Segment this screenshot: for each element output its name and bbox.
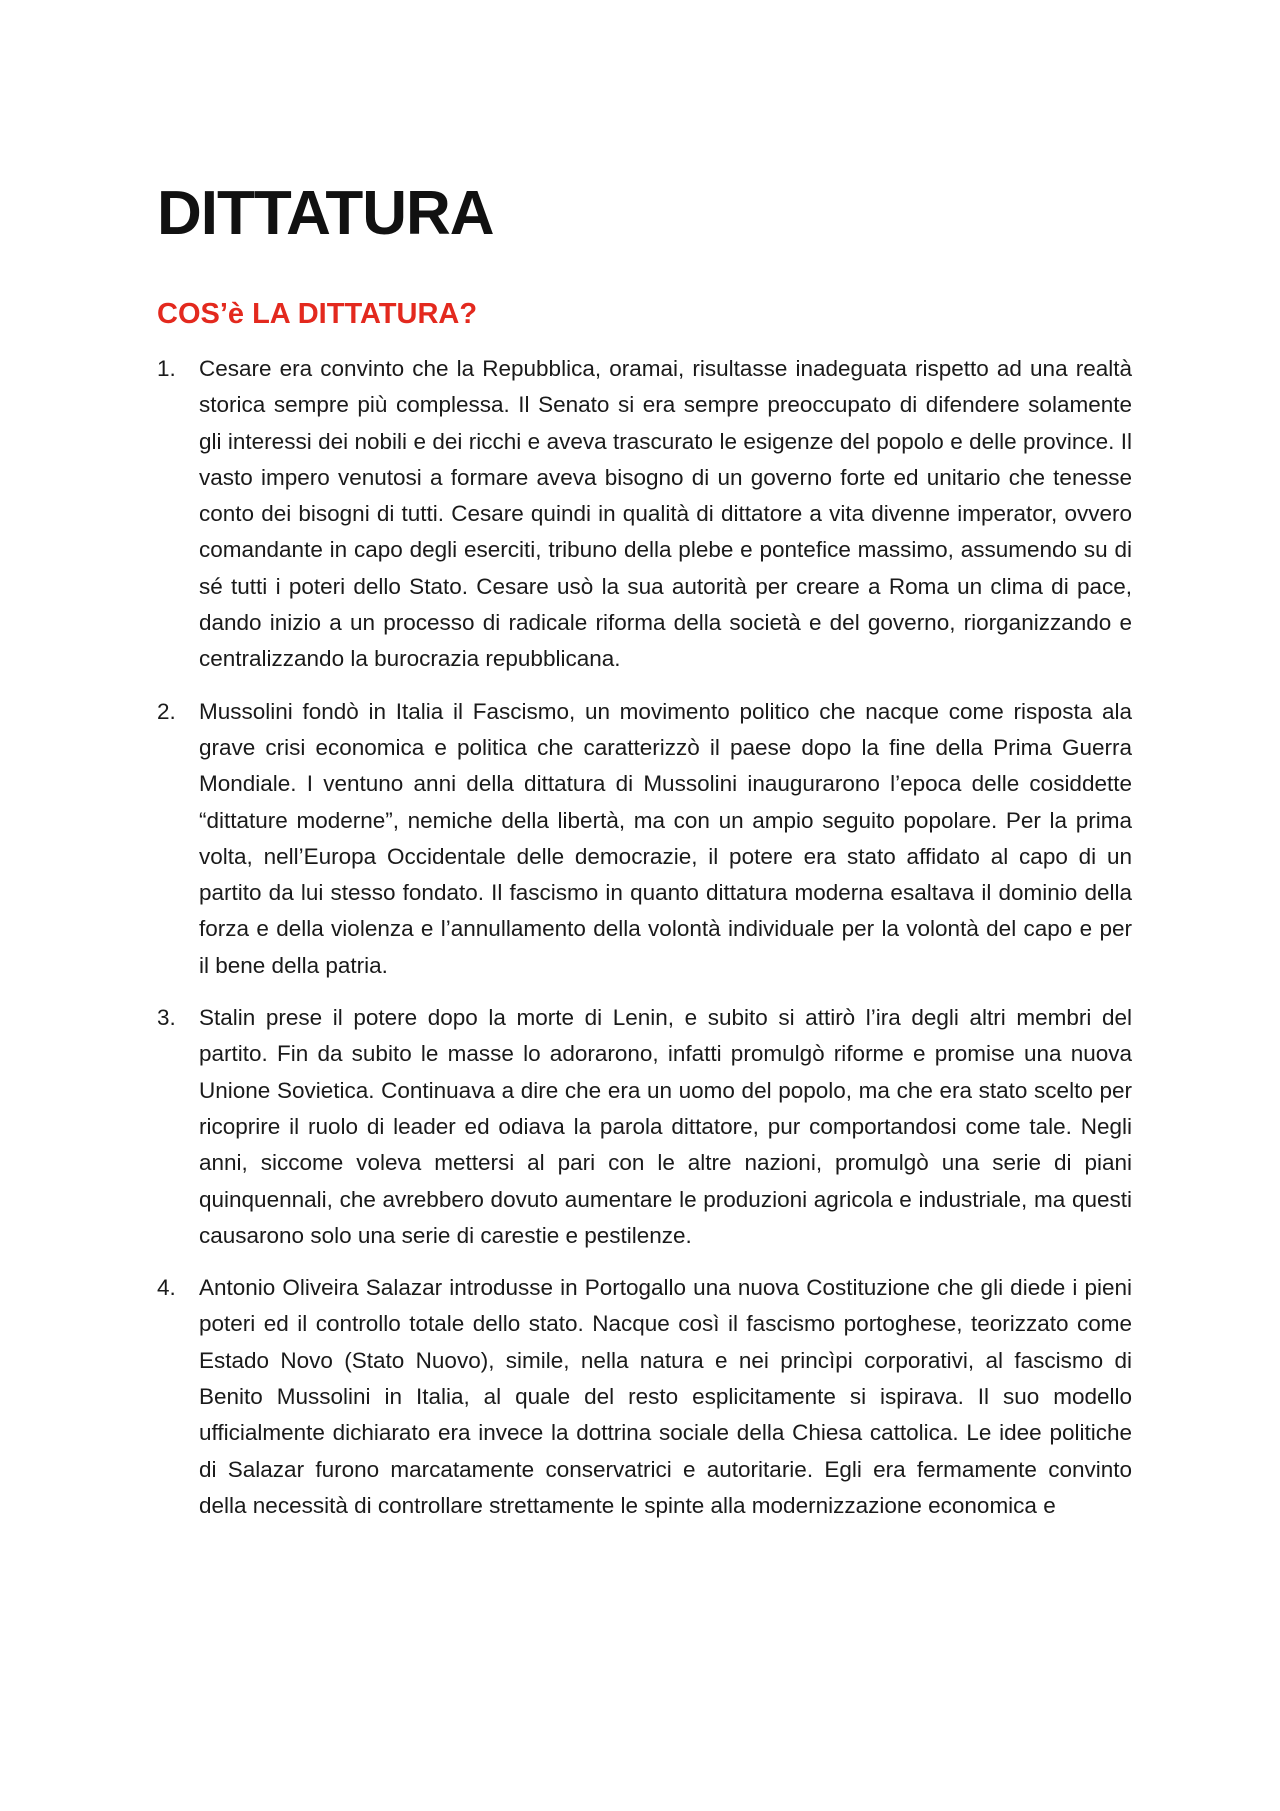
- list-item-number: 2.: [157, 698, 176, 724]
- list-item-text: Antonio Oliveira Salazar introdusse in Portogallo una nuova Costituzione che gli diede i pieni poteri ed il controllo totale dello stato. Nacque così il fascismo portoghese, teorizzato come Estado Novo (Stato Nuovo), simile, nella natura e nei princìpi corporativi, al fascismo di Benito Mussolini in Italia, al quale del resto esplicitamente si ispirava. Il suo modello ufficialmente dichiarato era invece la dottrina sociale della Chiesa cattolica. Le idee politiche di Salazar furono marcatamente conservatrici e autoritarie. Egli era fermamente convinto della necessità di controllare strettamente le spinte alla modernizzazione economica e: [199, 1275, 1132, 1518]
- list-item-text: Mussolini fondò in Italia il Fascismo, un movimento politico che nacque come risposta ala grave crisi economica e politica che caratterizzò il paese dopo la fine della Prima Guerra Mondiale. I ventuno anni della dittatura di Mussolini inaugurarono l’epoca delle cosiddette “dittature moderne”, nemiche della libertà, ma con un ampio seguito popolare. Per la prima volta, nell’Europa Occidentale delle democrazie, il potere era stato affidato al capo di un partito da lui stesso fondato. Il fascismo in quanto dittatura moderna esaltava il dominio della forza e della violenza e l’annullamento della volontà individuale per la volontà del capo e per il bene della patria.: [199, 698, 1132, 978]
- list-item-text: Stalin prese il potere dopo la morte di Lenin, e subito si attirò l’ira degli altri membri del partito. Fin da subito le masse lo adorarono, infatti promulgò riforme e promise una nuova Unione Sovietica. Continuava a dire che era un uomo del popolo, ma che era stato scelto per ricoprire il ruolo di leader ed odiava la parola dittatore, pur comportandosi come tale. Negli anni, siccome voleva mettersi al pari con le altre nazioni, promulgò una serie di piani quinquennali, che avrebbero dovuto aumentare le produzioni agricola e industriale, ma questi causarono solo una serie di carestie e pestilenze.: [199, 1005, 1132, 1248]
- numbered-list: [157, 351, 1132, 1540]
- list-item-number: 1.: [157, 356, 176, 381]
- list-item: [157, 351, 1132, 678]
- list-item: [157, 1000, 1132, 1254]
- list-item-number: 3.: [157, 1005, 176, 1031]
- list-item-number: 4.: [157, 1275, 176, 1301]
- document-title: DITTATURA: [157, 179, 494, 248]
- section-heading: COS’è LA DITTATURA?: [157, 298, 478, 330]
- list-item-text: Cesare era convinto che la Repubblica, oramai, risultasse inadeguata rispetto ad una realtà storica sempre più complessa. Il Senato si era sempre preoccupato di difendere solamente gli interessi dei nobili e dei ricchi e aveva trascurato le esigenze del popolo e delle province. Il vasto impero venutosi a formare aveva bisogno di un governo forte ed unitario che tenesse conto dei bisogni di tutti. Cesare quindi in qualità di dittatore a vita divenne imperator, ovvero comandante in capo degli eserciti, tribuno della plebe e pontefice massimo, assumendo su di sé tutti i poteri dello Stato. Cesare usò la sua autorità per creare a Roma un clima di pace, dando inizio a un processo di radicale riforma della società e del governo, riorganizzando e centralizzando la burocrazia repubblicana.: [199, 356, 1132, 672]
- list-item: [157, 1270, 1132, 1524]
- list-item: [157, 694, 1132, 984]
